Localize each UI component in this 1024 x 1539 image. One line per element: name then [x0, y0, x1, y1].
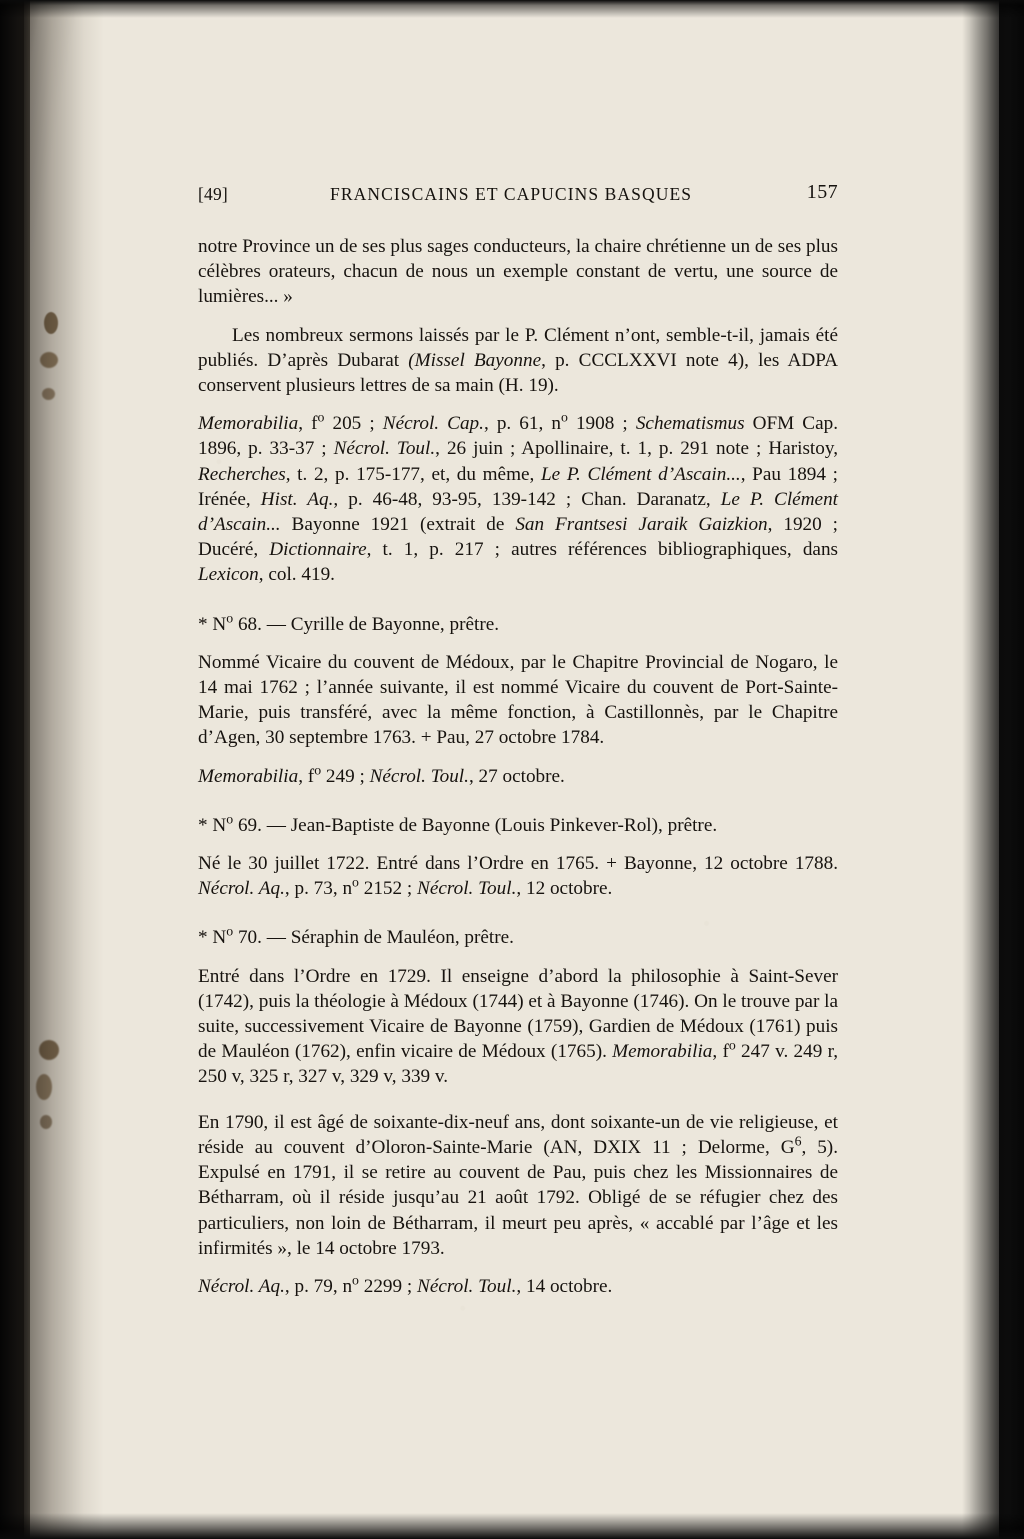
ref-italic: Nécrol. Toul.	[417, 1275, 517, 1297]
superscript-o: o	[317, 409, 325, 425]
ref-italic: Nécrol. Aq.	[198, 1275, 285, 1297]
ref-text: Né le 30 juillet 1722. Entré dans l’Ordre en 1765. + Bayonne, 12 octobre 1788.	[198, 853, 838, 875]
ref-text: , p. 73, n	[284, 878, 353, 900]
ref-text: , p. 46-48, 93-95, 139-142 ; Chan. Daranatz,	[333, 488, 721, 510]
ref-italic: Le P. Clément d’Ascain...	[198, 488, 838, 536]
ref-text: 247 v. 249 r, 250 v, 325 r, 327 v, 329 v, 339 v.	[198, 1041, 839, 1088]
entry-69-body	[198, 851, 838, 901]
ref-text: Bayonne 1921 (extrait de	[280, 514, 516, 536]
ref-text: 2152 ;	[358, 878, 418, 900]
ref-italic: Nécrol. Toul.	[369, 765, 469, 787]
entry-number-prefix: * N	[198, 927, 227, 949]
ref-text: , f	[712, 1041, 729, 1063]
ref-italic: Nécrol. Toul.	[417, 878, 517, 900]
para-text: , 5). Expulsé en 1791, il se retire au couvent de Pau, puis chez les Missionnaires de Bétharram, où il réside jusqu’au 21 août 1792. Obligé de se réfugier chez des particuliers, non loin de Bétharram, il meurt peu après, « accablé par l’âge et les infirmités », le 14 octobre 1793.	[198, 1136, 838, 1259]
ref-text: , 1920 ; Ducéré,	[198, 514, 838, 561]
entry-70-paragraph-2	[198, 1110, 838, 1261]
references-clement	[198, 411, 838, 587]
entry-title: 68. — Cyrille de Bayonne, prêtre.	[233, 613, 500, 635]
entry-number-prefix: * N	[198, 613, 227, 635]
ref-text: 2299 ;	[358, 1275, 418, 1297]
ref-italic: Hist. Aq.	[260, 488, 334, 510]
superscript-o: o	[560, 409, 568, 425]
ref-italic: Recherches	[198, 463, 286, 485]
superscript-o: o	[728, 1037, 736, 1053]
para-text: Entré dans l’Ordre en 1729. Il enseigne d’abord la philosophie à Saint-Sever (1742), puis la théologie à Médoux (1744) et à Bayonne (1746). On le trouve par la suite, successivement Vicaire de Bayonne (1759), Gardien de Médoux (1761) puis de Mauléon (1762), enfin vicaire de Médoux (1765).	[198, 965, 838, 1063]
ref-text: , 26 juin ; Apollinaire, t. 1, p. 291 note ; Haristoy,	[435, 438, 838, 460]
entry-68-references	[198, 764, 838, 789]
ref-italic: San Frantsesi Jaraik Gaizkion	[515, 514, 768, 536]
entry-title: 69. — Jean-Baptiste de Bayonne (Louis Pinkever-Rol), prêtre.	[233, 814, 718, 836]
ref-text: , 14 octobre.	[516, 1275, 613, 1297]
paragraph-continued: notre Province un de ses plus sages conducteurs, la chaire chrétienne un de ses plus célèbres orateurs, chacun de nous un exemple constant de vertu, une source de lumières... »	[198, 236, 838, 308]
superscript-o: o	[352, 1272, 359, 1288]
entry-70-references	[198, 1274, 838, 1299]
ref-text: 205 ;	[324, 413, 383, 435]
superscript-o: o	[314, 762, 322, 778]
entry-68-body: Nommé Vicaire du couvent de Médoux, par le Chapitre Provincial de Nogaro, le 14 mai 1762 ; l’année suivante, il est nommé Vicaire du couvent de Port-Sainte-Marie, puis transféré, avec la même fonction, à Castillonnès, par le Chapitre d’Agen, 30 septembre 1763. + Pau, 27 octobre 1784.	[198, 651, 838, 749]
page-number: 157	[806, 181, 838, 203]
running-title: FRANCISCAINS ET CAPUCINS BASQUES	[330, 184, 693, 204]
running-head	[198, 178, 838, 212]
superscript-o: o	[352, 874, 359, 890]
ref-text: 249 ;	[321, 765, 370, 787]
ref-text: , 27 octobre.	[468, 765, 565, 787]
entry-heading-69	[198, 813, 838, 838]
para-text-a: Les nombreux sermons laissés par le P. Clément n’ont, semble-t-il, jamais été publiés. D’après Dubarat	[198, 324, 838, 371]
superscript-six: 6	[794, 1133, 802, 1149]
ref-italic: Lexicon	[198, 564, 259, 586]
bracket-folio: [49]	[198, 184, 228, 204]
ref-italic: Nécrol. Toul.	[333, 438, 436, 460]
ref-italic: Schematismus	[635, 413, 745, 435]
ref-text: , 12 octobre.	[516, 878, 613, 900]
superscript-o: o	[226, 924, 234, 940]
ref-italic: Nécrol. Aq.	[198, 878, 285, 900]
ref-italic: Memorabilia	[612, 1041, 713, 1063]
ref-italic: Dictionnaire	[269, 539, 367, 561]
entry-number-prefix: * N	[198, 814, 227, 836]
ref-text: , Pau 1894 ; Irénée,	[198, 463, 838, 510]
para-text-b: , p. CCCLXXVI note 4), les ADPA conservent plusieurs lettres de sa main (H. 19).	[198, 349, 838, 397]
para-text: En 1790, il est âgé de soixante-dix-neuf ans, dont soixante-un de vie religieuse, et réside au couvent d’Oloron-Sainte-Marie (AN, DXIX 11 ; Delorme, G	[198, 1111, 838, 1158]
entry-heading-70	[198, 925, 838, 950]
para-italic-title: (Missel Bayonne	[408, 349, 542, 371]
ref-text: , f	[298, 765, 315, 787]
ref-text: , col. 419.	[258, 564, 335, 586]
ref-text: OFM Cap. 1896, p. 33-37 ;	[198, 413, 839, 460]
superscript-o: o	[226, 610, 234, 626]
ref-text: , t. 2, p. 175-177, et, du même,	[285, 463, 541, 485]
ref-text: 1908 ;	[567, 413, 636, 435]
entry-heading-68	[198, 612, 838, 637]
ref-text: , t. 1, p. 217 ; autres références bibliographiques, dans	[366, 539, 838, 561]
ref-text: , p. 61, n	[483, 413, 561, 435]
ref-italic: Nécrol. Cap.	[382, 413, 484, 435]
ref-italic: Le P. Clément d’Ascain...	[540, 463, 741, 485]
ref-italic: Memorabilia	[198, 413, 299, 435]
entry-70-paragraph-1	[198, 964, 838, 1090]
entry-title: 70. — Séraphin de Mauléon, prêtre.	[233, 927, 514, 949]
page-content	[198, 178, 838, 1299]
paragraph-sermons	[198, 323, 838, 399]
ref-text: , f	[298, 413, 318, 435]
superscript-o: o	[226, 811, 234, 827]
ref-italic: Memorabilia	[198, 765, 299, 787]
ref-text: , p. 79, n	[284, 1275, 353, 1297]
